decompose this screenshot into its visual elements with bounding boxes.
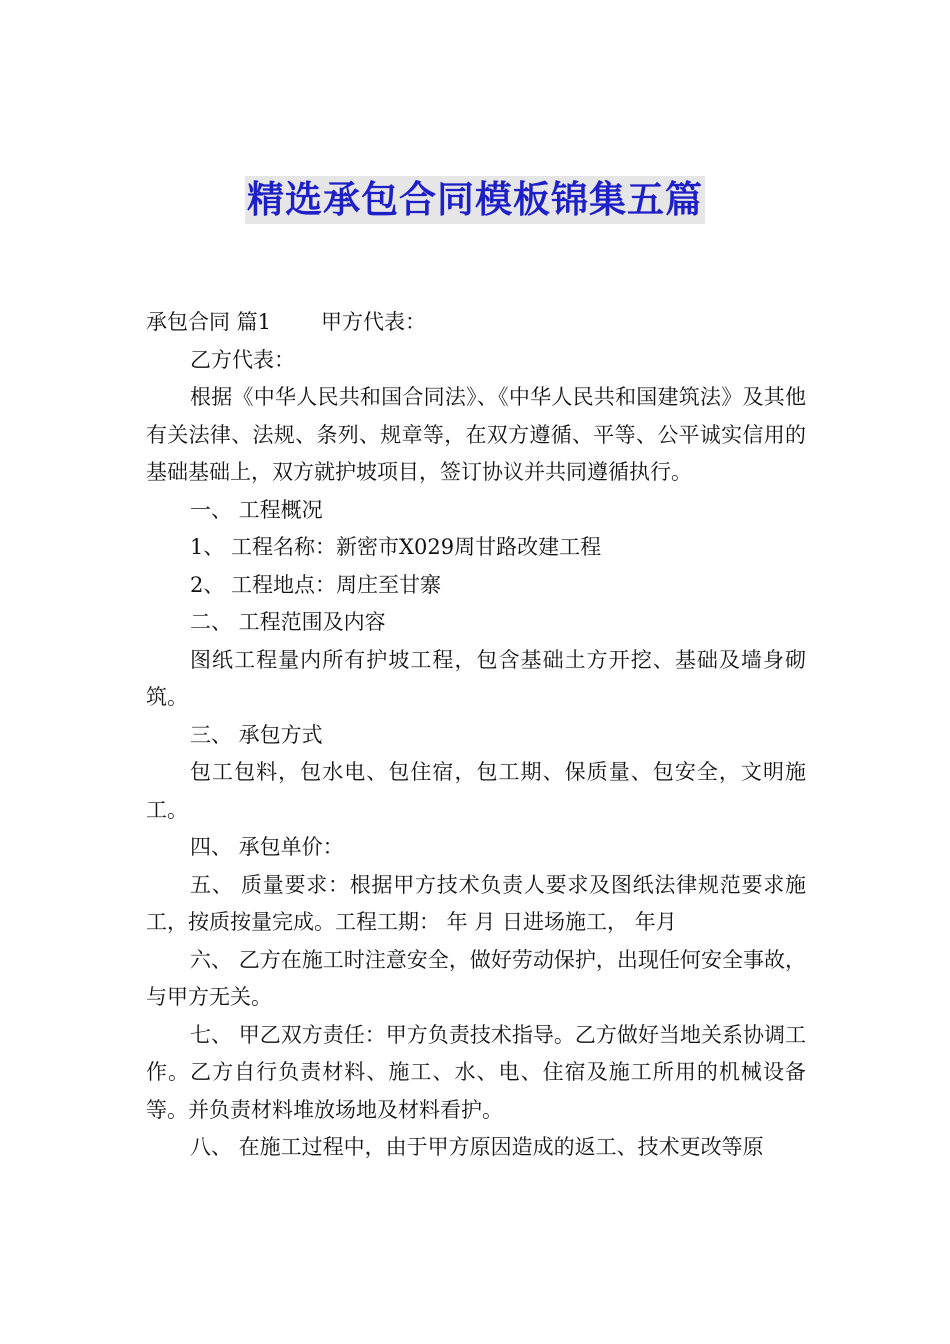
section-heading-unit-price: 四、 承包单价： bbox=[190, 835, 344, 859]
document-body bbox=[146, 304, 806, 1167]
paragraph-safety: 六、 乙方在施工时注意安全，做好劳动保护，出现任何安全事故，与甲方无关。 bbox=[146, 947, 806, 1009]
title-container bbox=[0, 176, 950, 224]
section-heading-method: 三、 承包方式 bbox=[190, 722, 323, 747]
party-a-label: 甲方代表： bbox=[321, 310, 427, 334]
section-heading-scope: 二、 工程范围及内容 bbox=[190, 610, 386, 634]
paragraph-method: 包工包料，包水电、包住宿，包工期、保质量、包安全，文明施工。 bbox=[146, 760, 806, 822]
paragraph-scope: 图纸工程量内所有护坡工程，包含基础土方开挖、基础及墙身砌筑。 bbox=[146, 647, 806, 709]
paragraph-project-location: 2、 工程地点：周庄至甘寨 bbox=[190, 572, 442, 597]
paragraph-preamble: 根据《中华人民共和国合同法》、《中华人民共和国建筑法》及其他有关法律、法规、条列、规章等，在双方遵循、平等、公平诚实信用的基础基础上，双方就护坡项目，签订协议并共同遵循执行。 bbox=[146, 385, 806, 484]
paragraph-responsibilities: 七、 甲乙双方责任：甲方负责技术指导。乙方做好当地关系协调工作。乙方自行负责材料、施工、水、电、住宿及施工所用的机械设备等。并负责材料堆放场地及材料看护。 bbox=[146, 1022, 806, 1122]
contract-heading-label: 承包合同 篇1 bbox=[146, 310, 272, 334]
paragraph-quality: 五、 质量要求：根据甲方技术负责人要求及图纸法律规范要求施工，按质按量完成。工程工期： 年 月 日进场施工， 年月 bbox=[146, 872, 806, 934]
paragraph-rework: 八、 在施工过程中，由于甲方原因造成的返工、技术更改等原 bbox=[190, 1135, 764, 1159]
heading-line bbox=[146, 304, 806, 342]
paragraph-project-name: 1、 工程名称：新密市X029周甘路改建工程 bbox=[190, 535, 602, 559]
paragraph-party-b: 乙方代表： bbox=[190, 347, 295, 372]
document-title: 精选承包合同模板锦集五篇 bbox=[245, 176, 705, 224]
section-heading-overview: 一、 工程概况 bbox=[190, 497, 323, 522]
